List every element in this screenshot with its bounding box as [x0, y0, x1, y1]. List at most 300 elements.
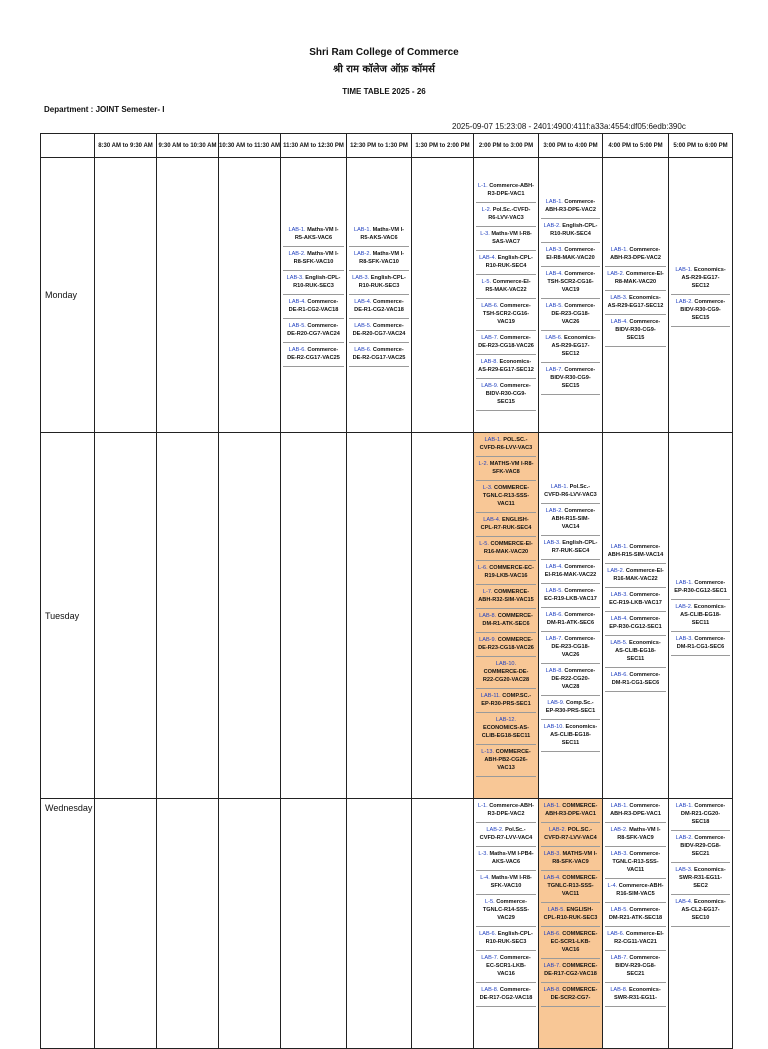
class-details: COMMERCE-DE-R17-CG2-VAC18: [544, 963, 598, 977]
slot-cell: [603, 433, 669, 799]
class-code: LAB-4.: [543, 875, 561, 881]
class-details: Maths-VM I-R5-AKS-VAC6: [294, 227, 339, 241]
class-details: Commerce-TGNLC-R13-SSS-VAC11: [612, 851, 661, 873]
class-details: COMMERCE-ABH-R32-SIM-VAC15: [478, 589, 534, 603]
class-entry[interactable]: [476, 927, 536, 951]
class-entry[interactable]: [541, 584, 600, 608]
class-entry[interactable]: [476, 951, 536, 983]
class-code: LAB-12.: [495, 717, 517, 723]
class-code: L-5.: [485, 899, 495, 905]
class-entry[interactable]: [476, 299, 536, 331]
day-label: Wednesday: [41, 799, 95, 1049]
slot-cell: [347, 433, 412, 799]
class-details: Pol.Sc.-CVFD-R6-LVV-VAC3: [544, 483, 597, 498]
slot-header: 12:30 PM to 1:30 PM: [347, 134, 412, 158]
class-details: COMMERCE-EI-R16-MAK-VAC20: [483, 541, 533, 555]
class-entry[interactable]: [541, 219, 600, 243]
class-entry[interactable]: [541, 480, 600, 504]
class-entry[interactable]: [541, 927, 600, 959]
class-details: Commerce-EI-R8-MAK-VAC20: [546, 247, 596, 261]
class-details: COMMERCE-ABH-R3-DPE-VAC1: [545, 803, 598, 817]
class-code: LAB-3.: [543, 539, 561, 546]
class-entry[interactable]: [476, 251, 536, 275]
class-entry[interactable]: [541, 720, 600, 752]
day-label: Tuesday: [41, 433, 95, 799]
slot-cell: [603, 799, 669, 1049]
class-code: LAB-1.: [610, 803, 628, 809]
class-details: COMMERCE-EC-SCR1-LKB-VAC16: [550, 931, 598, 953]
class-code: LAB-6.: [545, 611, 563, 618]
class-entry[interactable]: [476, 633, 536, 657]
class-details: POL.SC.-CVFD-R7-LVV-VAC4: [544, 827, 597, 841]
class-details: Commerce-DM-R1-ATK-SEC6: [546, 611, 596, 626]
class-code: LAB-6.: [479, 931, 497, 937]
class-entry[interactable]: [283, 319, 344, 343]
class-details: MATHS-VM I-R8-SFK-VAC9: [552, 851, 598, 865]
class-details: Maths-VM I-R8-SFK-VAC10: [489, 875, 532, 889]
class-details: Commerce-DE-R23-CG18-VAC26: [551, 303, 596, 325]
class-details: Commerce-ABH-R3-DPE-VAC2: [487, 803, 534, 817]
class-code: LAB-3.: [610, 591, 628, 598]
class-entry[interactable]: [476, 433, 536, 457]
day-row-wednesday: [41, 799, 733, 1049]
class-details: Commerce-DM-R21-ATK-SEC18: [608, 907, 663, 921]
slot-cell: [281, 433, 347, 799]
class-code: LAB-4.: [610, 615, 628, 622]
class-entry[interactable]: [476, 983, 536, 1007]
class-code: LAB-2.: [486, 827, 504, 833]
class-details: Maths-VM I-R8-SFK-VAC10: [293, 251, 339, 265]
class-entry[interactable]: [541, 608, 600, 632]
class-entry[interactable]: [541, 664, 600, 696]
class-code: L-13.: [481, 749, 495, 755]
class-code: LAB-2.: [675, 603, 693, 610]
slot-cell: [157, 158, 219, 433]
slot-cell: [669, 433, 733, 799]
header-row: [41, 134, 733, 158]
class-entry[interactable]: [541, 195, 600, 219]
class-code: LAB-6.: [545, 335, 563, 341]
class-code: LAB-1.: [610, 247, 628, 253]
class-code: LAB-3.: [543, 851, 561, 857]
class-entry[interactable]: [671, 799, 730, 831]
class-details: Maths-VM I-R8-SFK-VAC9: [617, 827, 661, 841]
class-details: Commerce-BIDV-R29-CG8-SEC21: [680, 835, 726, 857]
slot-header: 5:00 PM to 6:00 PM: [669, 134, 733, 158]
class-entry[interactable]: [605, 540, 666, 564]
class-details: COMMERCE-DE-R23-CG18-VAC26: [478, 637, 534, 651]
class-code: LAB-1.: [288, 227, 306, 233]
class-entry[interactable]: [605, 799, 666, 823]
class-code: LAB-9.: [547, 699, 565, 706]
class-code: LAB-9.: [479, 637, 497, 643]
class-details: Economics-AS-CLIB-EG18-SEC11: [680, 603, 726, 626]
slot-cell: [539, 799, 603, 1049]
class-details: Commerce-DE-R2-CG17-VAC25: [287, 347, 340, 361]
class-entry[interactable]: [349, 295, 409, 319]
class-code: LAB-4.: [479, 255, 497, 261]
class-details: English-CPL-R10-RUK-SEC4: [550, 223, 598, 237]
class-details: English-CPL-R7-RUK-SEC4: [551, 539, 598, 554]
slot-cell: [281, 158, 347, 433]
class-entry[interactable]: [671, 600, 730, 632]
class-code: LAB-3.: [352, 275, 370, 281]
class-code: LAB-8.: [545, 667, 563, 674]
class-details: COMMERCE-DE-SCR2-CG7-: [550, 987, 598, 1001]
class-details: Commerce-DE-R20-CG7-VAC24: [287, 323, 340, 337]
class-entry[interactable]: [283, 247, 344, 271]
class-code: L-3.: [478, 851, 488, 857]
class-details: Commerce-BIDV-R30-CG9-SEC15: [550, 367, 596, 389]
class-details: Commerce-TGNLC-R14-SSS-VAC29: [482, 899, 530, 921]
class-entry[interactable]: [476, 513, 536, 537]
class-details: Commerce-BIDV-R30-CG9-SEC15: [615, 319, 661, 341]
class-details: Commerce-DE-R23-CG18-VAC26: [551, 635, 596, 658]
class-details: Pol.Sc.-CVFD-R7-LVV-VAC4: [479, 827, 533, 841]
class-entry[interactable]: [476, 713, 536, 745]
class-details: English-CPL-R10-RUK-SEC4: [485, 255, 533, 269]
class-details: Commerce-EI-R16-MAK-VAC22: [613, 567, 664, 582]
class-entry[interactable]: [476, 203, 536, 227]
class-entry[interactable]: [476, 379, 536, 411]
class-details: Commerce-DM-R21-CG20-SEC18: [680, 803, 726, 825]
class-details: Economics-AS-R29-EG17-SEC12: [607, 295, 664, 309]
class-entry[interactable]: [476, 275, 536, 299]
class-details: COMP.SC.-EP-R30-PRS-SEC1: [481, 693, 532, 707]
class-entry[interactable]: [476, 871, 536, 895]
slot-cell: [95, 158, 157, 433]
slot-header: 3:00 PM to 4:00 PM: [539, 134, 603, 158]
class-code: LAB-10.: [495, 661, 517, 667]
class-entry[interactable]: [541, 983, 600, 1007]
class-details: Commerce-BIDV-R30-CG9-SEC15: [680, 299, 726, 321]
class-entry[interactable]: [605, 951, 666, 983]
class-details: Commerce-EI-R5-MAK-VAC22: [485, 279, 531, 293]
slot-cell: [474, 158, 539, 433]
class-details: COMMERCE-EC-R19-LKB-VAC16: [484, 565, 534, 579]
class-details: Economics-SWR-R31-EG11-: [614, 987, 661, 1001]
class-entry[interactable]: [541, 331, 600, 363]
class-entry[interactable]: [541, 560, 600, 584]
class-code: LAB-1.: [610, 543, 628, 550]
class-details: Pol.Sc.-CVFD-R6-LVV-VAC3: [488, 207, 531, 221]
class-code: LAB-2.: [288, 251, 306, 257]
class-code: LAB-8.: [479, 613, 497, 619]
class-details: Economics-AS-R29-EG17-SEC12: [681, 267, 726, 289]
class-entry[interactable]: [605, 267, 666, 291]
class-code: LAB-4.: [288, 299, 306, 305]
slot-cell: [219, 799, 281, 1049]
class-entry[interactable]: [541, 847, 600, 871]
class-details: Maths-VM I-R8-SFK-VAC10: [359, 251, 405, 265]
timetable-grid: [40, 133, 733, 1049]
slot-cell: [347, 799, 412, 1049]
department-semester: Department : JOINT Semester- I: [44, 105, 165, 114]
class-details: Commerce-ABH-R3-DPE-VAC1: [487, 183, 534, 197]
class-code: LAB-1.: [484, 437, 502, 443]
class-code: L-1.: [478, 183, 488, 189]
class-code: LAB-2.: [610, 827, 628, 833]
class-entry[interactable]: [349, 319, 409, 343]
class-details: Commerce-TSH-SCR2-CG16-VAC19: [482, 303, 531, 325]
generation-stamp: 2025-09-07 15:23:08 - 2401:4900:411f:a33a:4554:df05:6edb:390c: [452, 122, 686, 131]
class-details: Comp.Sc.-EP-R30-PRS-SEC1: [545, 699, 596, 714]
class-code: LAB-6.: [354, 347, 372, 353]
class-entry[interactable]: [541, 823, 600, 847]
class-entry[interactable]: [476, 823, 536, 847]
class-entry[interactable]: [605, 823, 666, 847]
slot-cell: [412, 799, 474, 1049]
class-entry[interactable]: [541, 632, 600, 664]
class-code: LAB-2.: [549, 827, 567, 833]
class-entry[interactable]: [671, 295, 730, 327]
class-code: LAB-4.: [354, 299, 372, 305]
class-details: COMMERCE-TGNLC-R13-SSS-VAC11: [547, 875, 598, 897]
class-entry[interactable]: [541, 696, 600, 720]
class-entry[interactable]: [605, 588, 666, 612]
class-entry[interactable]: [283, 343, 344, 367]
class-entry[interactable]: [541, 243, 600, 267]
class-code: LAB-1.: [543, 803, 561, 809]
class-details: English-CPL-R10-RUK-SEC3: [358, 275, 406, 289]
slot-cell: [347, 158, 412, 433]
class-code: LAB-3.: [286, 275, 304, 281]
class-code: LAB-8.: [543, 987, 561, 993]
class-code: LAB-2.: [675, 299, 693, 305]
class-code: LAB-4.: [610, 319, 628, 325]
class-entry[interactable]: [541, 903, 600, 927]
class-entry[interactable]: [605, 927, 666, 951]
slot-cell: [412, 433, 474, 799]
slot-cell: [412, 158, 474, 433]
class-entry[interactable]: [541, 363, 600, 395]
class-code: L-5.: [481, 279, 492, 285]
class-details: POL.SC.-CVFD-R6-LVV-VAC3: [479, 437, 533, 451]
class-entry[interactable]: [605, 879, 666, 903]
class-code: LAB-2.: [545, 507, 563, 514]
class-entry[interactable]: [476, 895, 536, 927]
day-label: Monday: [41, 158, 95, 433]
class-entry[interactable]: [283, 223, 344, 247]
class-details: Commerce-BIDV-R29-CG8-SEC21: [615, 955, 661, 977]
class-details: Commerce-ABH-R15-SIM-VAC14: [551, 507, 596, 530]
class-code: LAB-6.: [481, 303, 499, 309]
class-details: Economics-AS-R29-EG17-SEC12: [478, 359, 534, 373]
class-code: L-4.: [480, 875, 490, 881]
class-code: LAB-5.: [610, 907, 628, 913]
class-entry[interactable]: [476, 227, 536, 251]
class-code: LAB-4.: [545, 271, 563, 277]
class-entry[interactable]: [605, 903, 666, 927]
class-entry[interactable]: [671, 263, 730, 295]
class-entry[interactable]: [349, 247, 409, 271]
slot-cell: [219, 158, 281, 433]
class-details: Maths-VM I-PB4-AKS-VAC6: [487, 851, 534, 865]
class-entry[interactable]: [476, 847, 536, 871]
slot-cell: [219, 433, 281, 799]
class-entry[interactable]: [476, 355, 536, 379]
class-code: LAB-5.: [547, 907, 565, 913]
class-details: Commerce-DE-R22-CG20-VAC28: [551, 667, 596, 690]
slot-header: 9:30 AM to 10:30 AM: [157, 134, 219, 158]
class-code: LAB-7.: [545, 635, 563, 642]
class-details: Economics-AS-CLIB-EG18-SEC11: [550, 723, 598, 746]
corner-cell: [41, 134, 95, 158]
slot-cell: [157, 433, 219, 799]
class-details: Commerce-DE-R1-CG2-VAC18: [288, 299, 339, 313]
class-entry[interactable]: [541, 504, 600, 536]
class-code: LAB-5.: [545, 303, 563, 309]
class-details: Commerce-EC-R19-LKB-VAC17: [609, 591, 662, 606]
slot-header: 10:30 AM to 11:30 AM: [219, 134, 281, 158]
class-entry[interactable]: [671, 895, 730, 927]
class-code: LAB-8.: [480, 359, 498, 365]
class-details: ENGLISH-CPL-R7-RUK-SEC4: [480, 517, 532, 531]
class-entry[interactable]: [541, 871, 600, 903]
class-entry[interactable]: [349, 223, 409, 247]
class-entry[interactable]: [671, 831, 730, 863]
class-entry[interactable]: [476, 331, 536, 355]
class-code: L-1.: [478, 803, 488, 809]
class-details: COMMERCE-DE-R22-CG20-VAC28: [482, 669, 530, 683]
timetable-title: TIME TABLE 2025 - 26: [342, 87, 426, 96]
class-entry[interactable]: [541, 959, 600, 983]
class-code: LAB-6.: [610, 671, 628, 678]
class-details: Commerce-EI-R2-CG11-VAC21: [614, 931, 664, 945]
class-entry[interactable]: [605, 983, 666, 1007]
class-details: Economics-SWR-R31-EG11-SEC2: [679, 867, 726, 889]
slot-cell: [539, 433, 603, 799]
class-code: LAB-1.: [675, 803, 693, 809]
class-code: L-6.: [478, 565, 488, 571]
class-entry[interactable]: [541, 267, 600, 299]
class-entry[interactable]: [349, 271, 409, 295]
class-entry[interactable]: [476, 481, 536, 513]
class-details: Commerce-EP-R30-CG12-SEC1: [674, 579, 727, 594]
slot-header: 11:30 AM to 12:30 PM: [281, 134, 347, 158]
slot-cell: [669, 158, 733, 433]
class-entry[interactable]: [541, 536, 600, 560]
class-details: Commerce-DE-R20-CG7-VAC24: [352, 323, 406, 337]
class-details: Commerce-ABH-R3-DPE-VAC2: [610, 247, 661, 261]
class-entry[interactable]: [476, 561, 536, 585]
class-code: LAB-5.: [354, 323, 372, 329]
slot-header: 2:00 PM to 3:00 PM: [474, 134, 539, 158]
college-name-english: Shri Ram College of Commerce: [309, 47, 459, 58]
class-code: L-2.: [478, 461, 489, 467]
class-details: English-CPL-R10-RUK-SEC3: [293, 275, 341, 289]
class-entry[interactable]: [605, 315, 666, 347]
college-name-hindi: श्री राम कॉलेज ऑफ़ कॉमर्स: [333, 64, 435, 75]
class-code: LAB-7.: [545, 367, 563, 373]
class-code: LAB-2.: [353, 251, 372, 257]
class-code: LAB-4.: [675, 899, 693, 905]
class-details: Commerce-DE-R1-CG2-VAC18: [354, 299, 404, 313]
slot-cell: [669, 799, 733, 1049]
class-code: LAB-7.: [481, 335, 499, 341]
slot-cell: [539, 158, 603, 433]
class-details: English-CPL-R10-RUK-SEC3: [485, 931, 533, 945]
slot-cell: [474, 799, 539, 1049]
class-code: LAB-1.: [545, 199, 563, 205]
class-entry[interactable]: [605, 243, 666, 267]
class-entry[interactable]: [671, 863, 730, 895]
class-details: Commerce-ABH-R3-DPE-VAC2: [545, 199, 596, 213]
class-code: L-7.: [482, 589, 493, 595]
slot-header: 8:30 AM to 9:30 AM: [95, 134, 157, 158]
class-entry[interactable]: [605, 564, 666, 588]
class-code: LAB-2.: [607, 271, 625, 277]
class-details: MATHS-VM I-R8-SFK-VAC8: [488, 461, 534, 475]
class-code: LAB-2.: [675, 835, 693, 841]
class-code: LAB-5.: [288, 323, 306, 329]
class-details: ENGLISH-CPL-R10-RUK-SEC3: [543, 907, 598, 921]
class-code: LAB-10.: [543, 723, 564, 730]
slot-header: 1:30 PM to 2:00 PM: [412, 134, 474, 158]
class-code: LAB-1.: [675, 579, 693, 586]
class-entry[interactable]: [476, 745, 536, 777]
class-code: LAB-5.: [610, 639, 628, 646]
class-details: Commerce-TSH-SCR2-CG16-VAC19: [547, 271, 596, 293]
class-code: LAB-5.: [545, 587, 563, 594]
class-entry[interactable]: [476, 457, 536, 481]
class-entry[interactable]: [541, 799, 600, 823]
class-entry[interactable]: [541, 299, 600, 331]
day-row-monday: [41, 158, 733, 433]
class-code: LAB-9.: [481, 383, 499, 389]
class-code: LAB-6.: [288, 347, 306, 353]
class-entry[interactable]: [476, 799, 536, 823]
class-code: LAB-7.: [481, 955, 499, 961]
class-code: L-5.: [479, 541, 489, 547]
day-row-tuesday: [41, 433, 733, 799]
class-entry[interactable]: [476, 689, 536, 713]
class-details: Commerce-BIDV-R30-CG9-SEC15: [485, 383, 531, 405]
class-code: LAB-3.: [610, 295, 628, 301]
class-code: LAB-11.: [480, 693, 501, 699]
class-entry[interactable]: [283, 271, 344, 295]
class-entry[interactable]: [476, 609, 536, 633]
class-details: Commerce-DE-R17-CG2-VAC18: [479, 987, 533, 1001]
slot-cell: [281, 799, 347, 1049]
class-entry[interactable]: [476, 537, 536, 561]
class-details: Commerce-DE-R2-CG17-VAC25: [352, 347, 406, 361]
class-details: Commerce-EC-R19-LKB-VAC17: [544, 587, 597, 602]
class-entry[interactable]: [605, 612, 666, 636]
class-details: Economics-AS-R29-EG17-SEC12: [551, 335, 596, 357]
class-details: Commerce-ABH-R16-SIM-VAC5: [616, 883, 664, 897]
class-code: LAB-7.: [543, 963, 561, 969]
class-details: Economics-AS-CLIB-EG18-SEC11: [615, 639, 661, 662]
class-details: Economics-AS-CL2-EG17-SEC10: [681, 899, 726, 921]
class-code: LAB-3.: [675, 867, 693, 873]
class-entry[interactable]: [349, 343, 409, 367]
class-details: COMMERCE-ABH-PB2-CG26-VAC13: [484, 749, 531, 771]
class-entry[interactable]: [605, 636, 666, 668]
class-entry[interactable]: [605, 291, 666, 315]
class-entry[interactable]: [671, 576, 730, 600]
class-entry[interactable]: [476, 179, 536, 203]
class-entry[interactable]: [283, 295, 344, 319]
class-entry[interactable]: [605, 668, 666, 692]
class-entry[interactable]: [605, 847, 666, 879]
class-entry[interactable]: [476, 585, 536, 609]
class-entry[interactable]: [671, 632, 730, 656]
class-entry[interactable]: [476, 657, 536, 689]
class-details: ECONOMICS-AS-CLIB-EG18-SEC11: [481, 725, 531, 739]
class-code: LAB-4.: [483, 517, 501, 523]
class-details: Commerce-DM-R1-CG1-SEC6: [611, 671, 661, 686]
